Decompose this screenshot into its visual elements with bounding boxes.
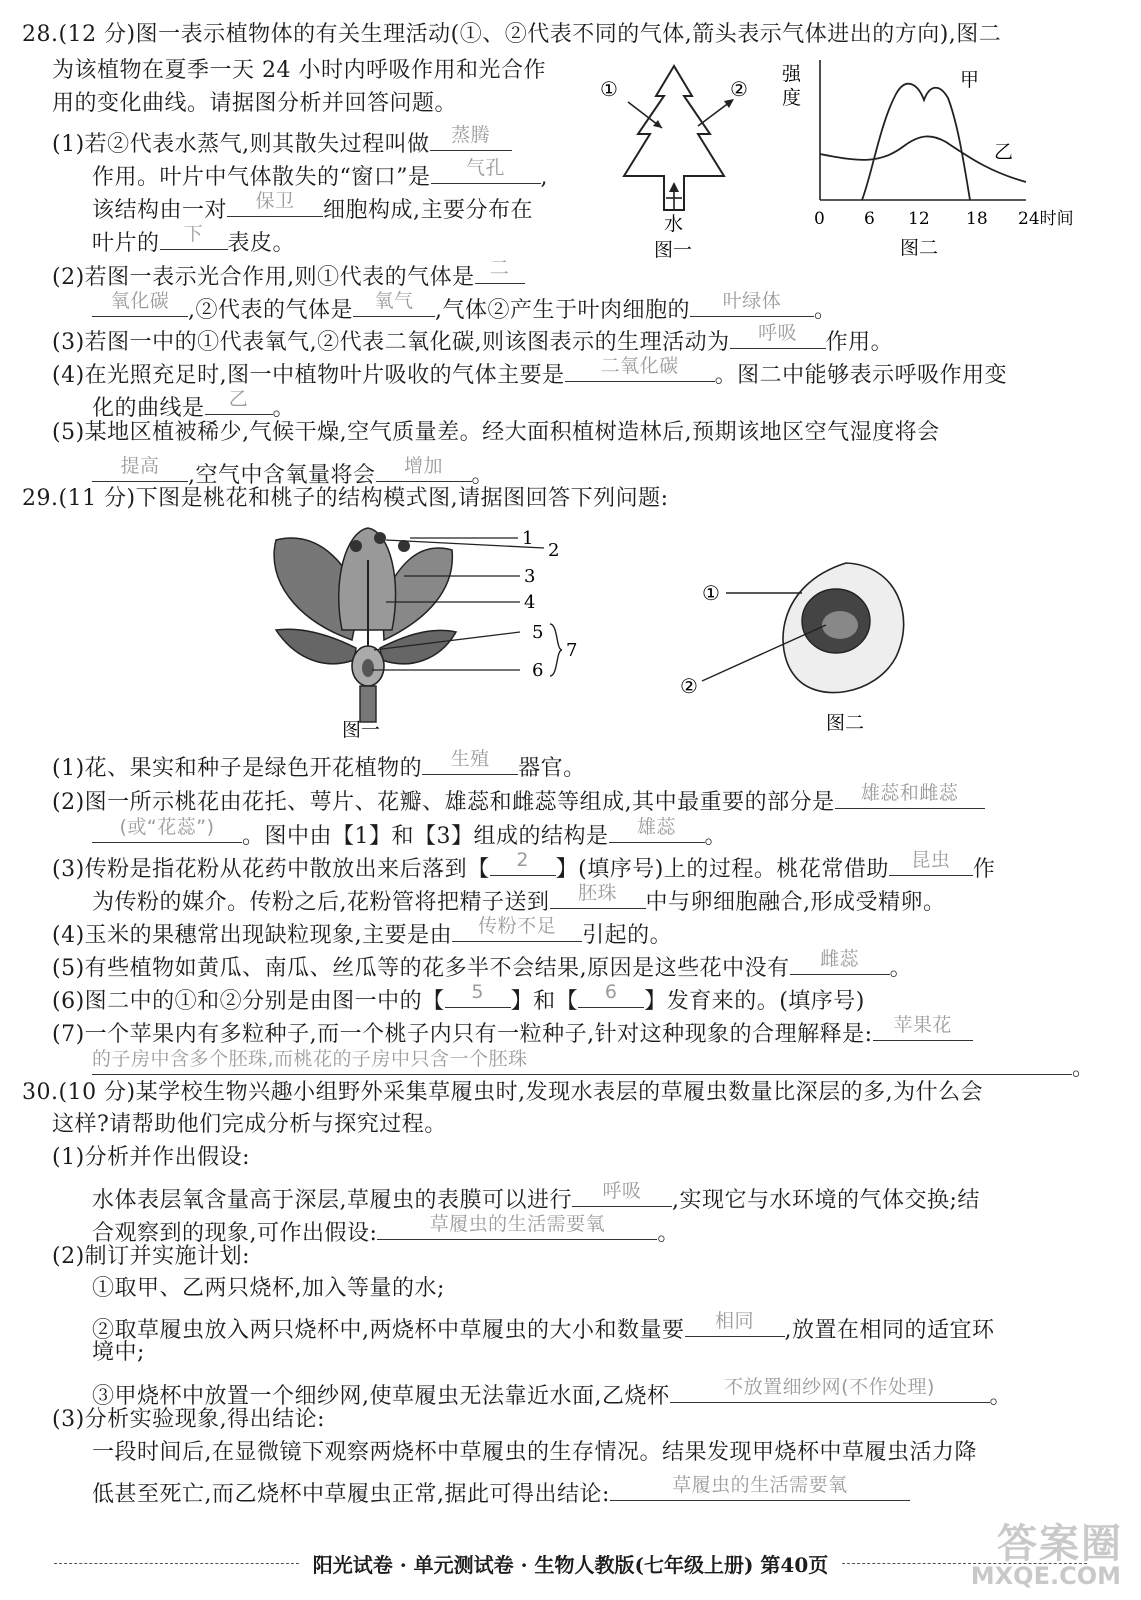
q30-step1-line2: 合观察到的现象,可作出假设: 草履虫的生活需要氧 。 bbox=[92, 1209, 680, 1249]
anther-1 bbox=[350, 540, 362, 552]
answer-blank: 雄蕊和雌蕊 bbox=[835, 778, 985, 809]
q28-part5-line2: 提高 ,空气中含氧量将会 增加 。 bbox=[92, 451, 494, 491]
q29-part3-line1: (3)传粉是指花粉从花药中散放出来后落到【 2 】(填序号)上的过程。桃花常借助 昆虫 作 bbox=[52, 845, 995, 885]
answer-blank: 草履虫的生活需要氧 bbox=[610, 1470, 910, 1501]
footer-text: 阳光试卷 · 单元测试卷 · 生物人教版(七年级上册) 第40页 bbox=[312, 1552, 829, 1577]
q29-figure2-fruit-diagram bbox=[676, 545, 926, 740]
curve-yi-label: 乙 bbox=[994, 141, 1014, 163]
answer-blank: 提高 bbox=[92, 451, 188, 482]
watermark-logo: 答案圈 bbox=[997, 1521, 1123, 1567]
label-7: 7 bbox=[566, 640, 578, 661]
answer-blank: 胚珠 bbox=[550, 878, 646, 909]
q29-part7-line1: (7)一个苹果内有多粒种子,而一个桃子内只有一粒种子,针对这种现象的合理解释是: 苹果花 bbox=[52, 1010, 973, 1050]
answer-blank: 二 bbox=[475, 253, 525, 284]
q28-stem-line1: 28.(12 分)图一表示植物体的有关生理活动(①、②代表不同的气体,箭头表示气体进出的方向),图二 bbox=[22, 22, 1002, 47]
q29-part7-line2: 的子房中含多个胚珠,而桃花的子房中只含一个胚珠 。 bbox=[92, 1044, 1095, 1084]
label-2: 2 bbox=[548, 540, 560, 561]
anther-2 bbox=[398, 540, 410, 552]
answer-blank: 保卫 bbox=[227, 186, 323, 217]
q28-part1-line4: 叶片的 下 表皮。 bbox=[92, 219, 295, 259]
gas-2-label: ② bbox=[730, 77, 748, 101]
figure1-caption: 图一 bbox=[654, 239, 693, 260]
q30-step3-line1: 一段时间后,在显微镜下观察两烧杯中草履虫的生存情况。结果发现甲烧杯中草履虫活力降 bbox=[92, 1440, 977, 1465]
answer-blank: 蒸腾 bbox=[430, 120, 512, 151]
answer-blank: 呼吸 bbox=[730, 318, 826, 349]
q28-stem-line3: 用的变化曲线。请据图分析并回答问题。 bbox=[52, 91, 458, 116]
answer-blank: 不放置细纱网(不作处理) bbox=[670, 1372, 990, 1403]
answer-blank: 相同 bbox=[685, 1306, 785, 1337]
q29-part5: (5)有些植物如黄瓜、南瓜、丝瓜等的花多半不会结果,原因是这些花中没有 雌蕊 。 bbox=[52, 944, 912, 984]
answer-blank: 雌蕊 bbox=[790, 944, 890, 975]
label-circle-2: ② bbox=[680, 674, 698, 698]
answer-blank: 氧化碳 bbox=[92, 286, 188, 317]
answer-blank: 2 bbox=[490, 845, 556, 876]
q28-part1-line3: 该结构由一对 保卫 细胞构成,主要分布在 bbox=[92, 186, 533, 226]
label-5: 5 bbox=[532, 622, 544, 643]
answer-blank: (或“花蕊”) bbox=[92, 812, 242, 843]
answer-blank: 二氧化碳 bbox=[565, 351, 715, 382]
q30-step2-item3: ③甲烧杯中放置一个细纱网,使草履虫无法靠近水面,乙烧杯 不放置细纱网(不作处理) 。 bbox=[92, 1372, 1012, 1412]
q28-part4-line2: 化的曲线是 乙 。 bbox=[92, 384, 295, 424]
q28-part1-line2: 作用。叶片中气体散失的“窗口”是 气孔 , bbox=[92, 153, 548, 193]
water-label: 水 bbox=[664, 213, 684, 235]
answer-blank: 叶绿体 bbox=[690, 286, 814, 317]
q30-step2-heading: (2)制订并实施计划: bbox=[52, 1244, 251, 1269]
label-circle-1: ① bbox=[702, 581, 720, 605]
answer-blank: 6 bbox=[578, 977, 644, 1008]
footer-dash-left bbox=[54, 1563, 299, 1564]
answer-blank: 呼吸 bbox=[572, 1176, 672, 1207]
answer-blank: 气孔 bbox=[431, 153, 541, 184]
q29-part6: (6)图二中的①和②分别是由图一中的【 5 】和【 6 】发育来的。(填序号) bbox=[52, 977, 865, 1017]
q30-step1-line1: 水体表层氧含量高于深层,草履虫的表膜可以进行 呼吸 ,实现它与水环境的气体交换;结 bbox=[92, 1176, 980, 1216]
label-3: 3 bbox=[524, 566, 536, 587]
label-1: 1 bbox=[522, 528, 534, 549]
figure2-caption: 图二 bbox=[826, 712, 865, 734]
q29-figure1-flower-diagram bbox=[256, 520, 606, 740]
figure2-caption: 图二 bbox=[900, 237, 939, 259]
y-axis-label-1: 强 bbox=[782, 63, 802, 85]
answer-blank: 下 bbox=[160, 219, 228, 250]
bracket-7 bbox=[550, 624, 562, 676]
q29-part2-line2: (或“花蕊”) 。图中由【1】和【3】组成的结构是 雄蕊 。 bbox=[92, 812, 727, 852]
q29-stem: 29.(11 分)下图是桃花和桃子的结构模式图,请据图回答下列问题: bbox=[22, 486, 669, 511]
x-tick-0: 0 bbox=[814, 209, 825, 229]
curve-jia bbox=[862, 84, 970, 200]
q30-step3-line2: 低甚至死亡,而乙烧杯中草履虫正常,据此可得出结论: 草履虫的生活需要氧 bbox=[92, 1470, 910, 1510]
answer-blank: 雄蕊 bbox=[609, 812, 705, 843]
arrow-2-out bbox=[698, 102, 730, 126]
answer-blank: 乙 bbox=[205, 384, 273, 415]
q28-part3: (3)若图一中的①代表氧气,②代表二氧化碳,则该图表示的生理活动为 呼吸 作用。 bbox=[52, 318, 893, 358]
figure1-caption: 图一 bbox=[342, 719, 381, 740]
answer-blank: 增加 bbox=[376, 451, 472, 482]
q28-figure2-curve-chart bbox=[780, 54, 1100, 266]
q29-part2-line1: (2)图一所示桃花由花托、萼片、花瓣、雄蕊和雌蕊等组成,其中最重要的部分是 雄蕊和雌蕊 bbox=[52, 778, 985, 818]
x-tick-6: 6 bbox=[864, 209, 875, 229]
q30-stem-line2: 这样?请帮助他们完成分析与探究过程。 bbox=[52, 1112, 447, 1137]
page-footer bbox=[40, 1548, 1101, 1578]
q29-part4: (4)玉米的果穗常出现缺粒现象,主要是由 传粉不足 引起的。 bbox=[52, 911, 672, 951]
q29-part3-line2: 为传粉的媒介。传粉之后,花粉管将把精子送到 胚珠 中与卵细胞融合,形成受精卵。 bbox=[92, 878, 946, 918]
answer-blank: 的子房中含多个胚珠,而桃花的子房中只含一个胚珠 bbox=[92, 1044, 1072, 1075]
answer-blank: 苹果花 bbox=[873, 1010, 973, 1041]
q28-figure1-plant-diagram bbox=[598, 60, 748, 260]
answer-blank: 生殖 bbox=[422, 744, 518, 775]
q30-step2-item2-line2: 境中; bbox=[92, 1340, 145, 1365]
label-6: 6 bbox=[532, 660, 544, 681]
stalk bbox=[360, 686, 376, 722]
ovule bbox=[362, 659, 374, 677]
stigma bbox=[374, 532, 386, 544]
q29-part1: (1)花、果实和种子是绿色开花植物的 生殖 器官。 bbox=[52, 744, 586, 784]
q30-step1-heading: (1)分析并作出假设: bbox=[52, 1145, 251, 1170]
gas-1-label: ① bbox=[600, 77, 618, 101]
q28-part1-line1: (1)若②代表水蒸气,则其散失过程叫做 蒸腾 bbox=[52, 120, 512, 160]
answer-blank: 5 bbox=[445, 977, 511, 1008]
q30-step2-item1: ①取甲、乙两只烧杯,加入等量的水; bbox=[92, 1276, 445, 1301]
watermark-url: MXQE.COM bbox=[970, 1562, 1121, 1590]
q30-stem-line1: 30.(10 分)某学校生物兴趣小组野外采集草履虫时,发现水表层的草履虫数量比深层的多,为什么会 bbox=[22, 1080, 984, 1105]
x-tick-18: 18 bbox=[966, 209, 988, 229]
x-tick-12: 12 bbox=[908, 209, 930, 229]
q30-step2-item2-line1: ②取草履虫放入两只烧杯中,两烧杯中草履虫的大小和数量要 相同 ,放置在相同的适宜环 bbox=[92, 1306, 995, 1346]
q28-part2-line1: (2)若图一表示光合作用,则①代表的气体是 二 bbox=[52, 253, 525, 293]
answer-blank: 草履虫的生活需要氧 bbox=[377, 1209, 657, 1240]
q28-stem-line2: 为该植物在夏季一天 24 小时内呼吸作用和光合作 bbox=[52, 58, 546, 83]
answer-blank: 昆虫 bbox=[889, 845, 973, 876]
curve-jia-label: 甲 bbox=[960, 69, 980, 91]
x-tick-24: 24时间 bbox=[1018, 209, 1074, 229]
y-axis-label-2: 度 bbox=[782, 87, 802, 109]
q28-part5-line1: (5)某地区植被稀少,气候干燥,空气质量差。经大面积植树造林后,预期该地区空气湿度将会 bbox=[52, 420, 940, 445]
answer-blank: 氧气 bbox=[353, 286, 435, 317]
q28-part4-line1: (4)在光照充足时,图一中植物叶片吸收的气体主要是 二氧化碳 。图二中能够表示呼吸作用变 bbox=[52, 351, 1007, 391]
q28-part2-line2: 氧化碳 ,②代表的气体是 氧气 ,气体②产生于叶肉细胞的 叶绿体 。 bbox=[92, 286, 837, 326]
answer-blank: 传粉不足 bbox=[452, 911, 582, 942]
label-4: 4 bbox=[524, 592, 536, 613]
q30-step3-heading: (3)分析实验现象,得出结论: bbox=[52, 1407, 326, 1432]
